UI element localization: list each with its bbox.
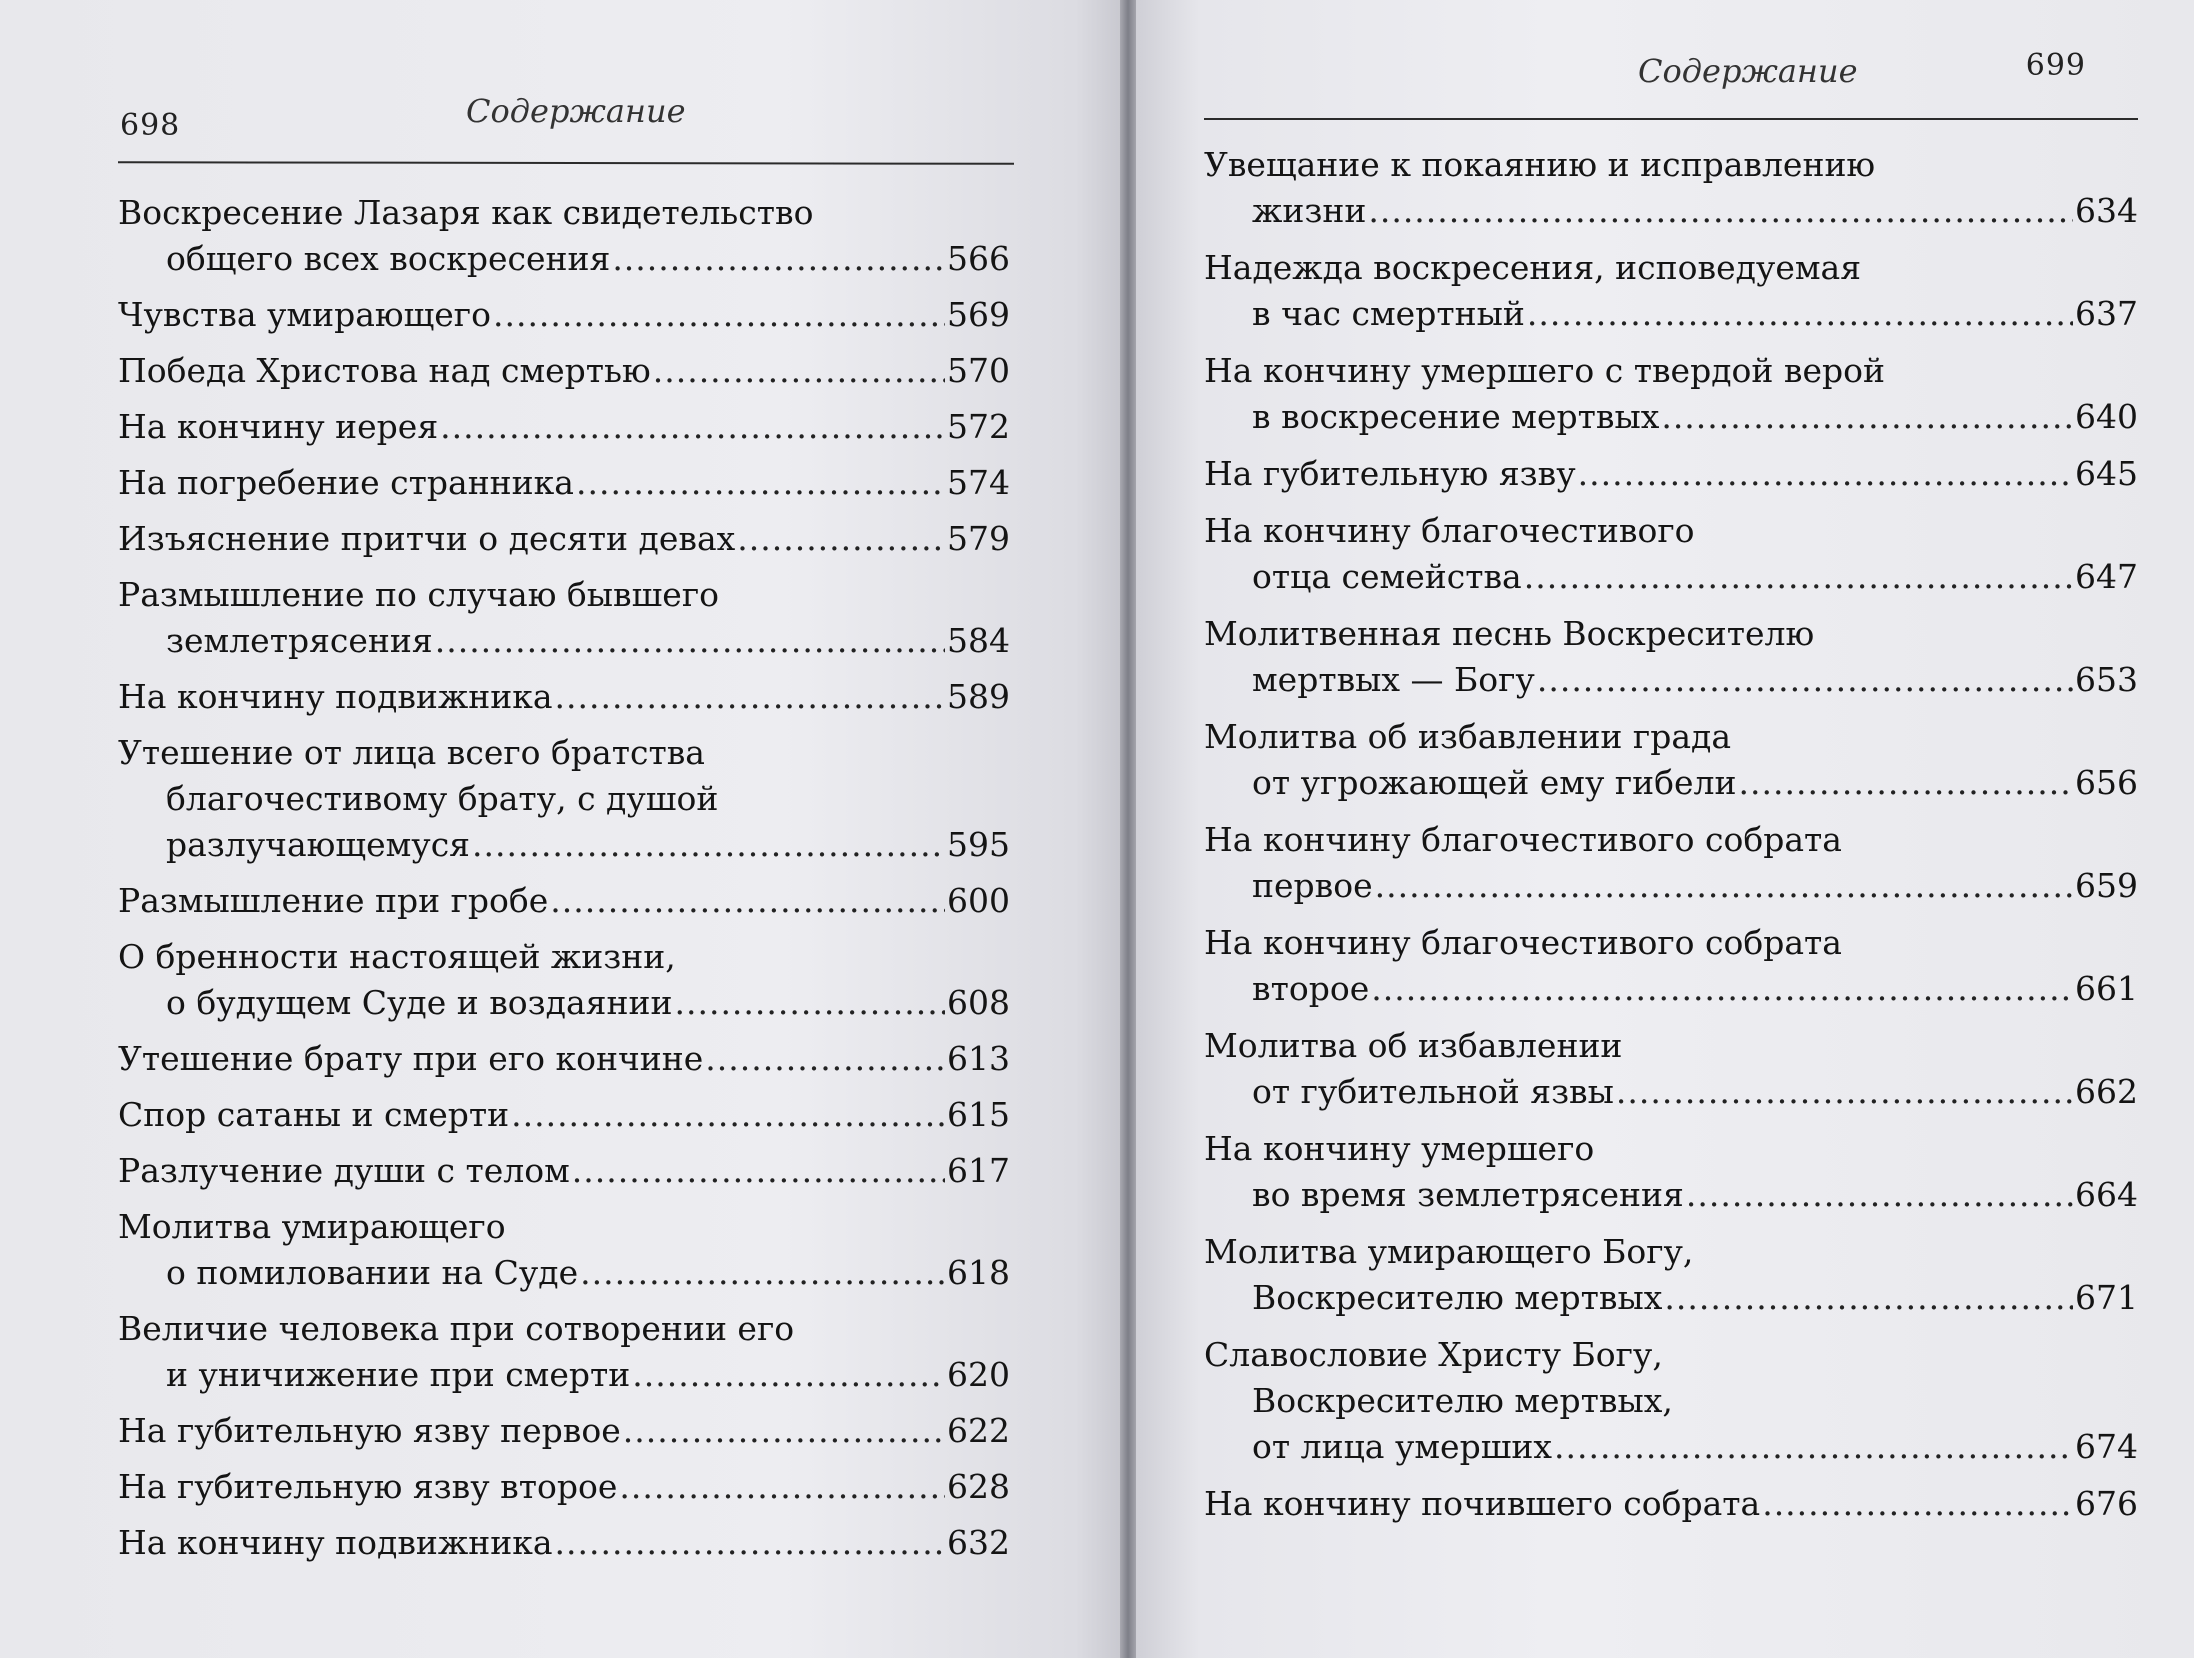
toc-entry-title-line: Воскресителю мертвых	[1252, 1278, 1663, 1317]
toc-entry-title-line: На губительную язву второе	[118, 1467, 618, 1506]
toc-entry-final-line	[118, 822, 1010, 868]
toc-entry-final-line	[118, 618, 1010, 664]
toc-entry-final-line	[118, 404, 1010, 450]
toc-entry	[1204, 817, 2138, 909]
dot-leader	[572, 1148, 945, 1194]
toc-entry	[118, 292, 1010, 338]
dot-leader	[674, 980, 945, 1026]
toc-page-number: 615	[947, 1095, 1010, 1134]
toc-entry-title-line: На кончину умершего	[1204, 1129, 1595, 1168]
toc-entry-title-line: На кончину умершего с твердой верой	[1204, 351, 1885, 390]
dot-leader	[440, 404, 945, 450]
toc-page-number: 676	[2075, 1484, 2138, 1523]
dot-leader	[1762, 1481, 2073, 1527]
toc-entry-title-line: отца семейства	[1252, 557, 1522, 596]
toc-entry-title-line: Молитва умирающего Богу,	[1204, 1232, 1694, 1271]
toc-entry-final-line	[1204, 1481, 2138, 1527]
dot-leader	[623, 1408, 945, 1454]
toc-page-number: 600	[947, 881, 1010, 920]
toc-entry-final-line	[1204, 554, 2138, 600]
dot-leader	[1578, 451, 2073, 497]
toc-entry	[1204, 1023, 2138, 1115]
toc-entry-final-line	[118, 348, 1010, 394]
toc-page-number: 584	[947, 621, 1010, 660]
toc-entry	[1204, 1332, 2138, 1470]
dot-leader	[1664, 1275, 2073, 1321]
toc-entry-final-line	[1204, 394, 2138, 440]
toc-list	[1204, 142, 2138, 1527]
toc-entry-title-line: О бренности настоящей жизни,	[118, 937, 676, 976]
toc-entry-final-line	[118, 292, 1010, 338]
toc-entry-title-line: второе	[1252, 969, 1370, 1008]
toc-page-number: 661	[2075, 969, 2138, 1008]
dot-leader	[1524, 554, 2073, 600]
dot-leader	[1554, 1424, 2073, 1470]
toc-entry-title-line: Изъяснение притчи о десяти девах	[118, 519, 736, 558]
toc-entry-final-line	[118, 1148, 1010, 1194]
toc-page-number: 659	[2075, 866, 2138, 905]
toc-entry-title-line: о будущем Суде и воздаянии	[166, 983, 673, 1022]
dot-leader	[705, 1036, 945, 1082]
dot-leader	[550, 878, 945, 924]
toc-entry-final-line	[118, 1408, 1010, 1454]
toc-page-number: 622	[947, 1411, 1010, 1450]
toc-page-number: 608	[947, 983, 1010, 1022]
toc-page-number: 579	[947, 519, 1010, 558]
dot-leader	[1739, 760, 2073, 806]
dot-leader	[1371, 966, 2073, 1012]
toc-entry-final-line	[1204, 760, 2138, 806]
toc-entry	[118, 730, 1010, 868]
toc-entry	[118, 1520, 1010, 1566]
toc-entry-title-line: первое	[1252, 866, 1373, 905]
toc-entry-final-line	[118, 1464, 1010, 1510]
toc-entry	[1204, 245, 2138, 337]
toc-entry-final-line	[1204, 966, 2138, 1012]
toc-entry	[118, 934, 1010, 1026]
toc-entry-title-line: Величие человека при сотворении его	[118, 1309, 795, 1348]
toc-entry-final-line	[1204, 1424, 2138, 1470]
toc-entry	[1204, 1481, 2138, 1527]
toc-entry-title-line: во время землетрясения	[1252, 1175, 1684, 1214]
toc-entry	[1204, 142, 2138, 234]
toc-entry-title-line: На кончину благочестивого собрата	[1204, 923, 1842, 962]
dot-leader	[493, 292, 945, 338]
toc-page-number: 620	[947, 1355, 1010, 1394]
toc-entry-final-line	[1204, 863, 2138, 909]
toc-entry-title-line: о помиловании на Суде	[166, 1253, 579, 1292]
toc-page-number: 671	[2075, 1278, 2138, 1317]
toc-entry-title-line: Чувства умирающего	[118, 295, 491, 334]
dot-leader	[435, 618, 945, 664]
toc-entry-final-line	[118, 1250, 1010, 1296]
page-header	[118, 92, 1010, 154]
toc-page-number: 566	[947, 239, 1010, 278]
toc-entry-title-line: Победа Христова над смертью	[118, 351, 651, 390]
dot-leader	[1368, 188, 2073, 234]
toc-page-number: 632	[947, 1523, 1010, 1562]
toc-page-number: 617	[947, 1151, 1010, 1190]
toc-entry-title-line: Утешение от лица всего братства	[118, 733, 705, 772]
toc-page-number: 570	[947, 351, 1010, 390]
toc-page-number: 653	[2075, 660, 2138, 699]
toc-page-number: 662	[2075, 1072, 2138, 1111]
toc-entry	[118, 1306, 1010, 1398]
toc-entry-title-line: от угрожающей ему гибели	[1252, 763, 1737, 802]
toc-entry-final-line	[118, 674, 1010, 720]
toc-entry	[118, 516, 1010, 562]
toc-page-number: 628	[947, 1467, 1010, 1506]
toc-entry-final-line	[118, 980, 1010, 1026]
toc-entry	[1204, 451, 2138, 497]
running-title: Содержание	[466, 92, 686, 130]
toc-entry-title-line: Разлучение души с телом	[118, 1151, 570, 1190]
toc-entry	[118, 572, 1010, 664]
dot-leader	[1616, 1069, 2073, 1115]
toc-entry-title-line: и уничижение при смерти	[166, 1355, 631, 1394]
toc-entry-final-line	[1204, 1275, 2138, 1321]
toc-page-number: 613	[947, 1039, 1010, 1078]
toc-entry-title-line: от губительной язвы	[1252, 1072, 1614, 1111]
toc-entry	[118, 878, 1010, 924]
dot-leader	[619, 1464, 945, 1510]
dot-leader	[632, 1352, 945, 1398]
toc-entry-title-line: разлучающемуся	[166, 825, 470, 864]
toc-entry-final-line	[118, 1520, 1010, 1566]
toc-entry	[1204, 508, 2138, 600]
toc-entry-title-line: Утешение брату при его кончине	[118, 1039, 704, 1078]
toc-entry	[1204, 1229, 2138, 1321]
toc-entry	[118, 1036, 1010, 1082]
book-gutter	[1120, 0, 1136, 1658]
header-rule	[118, 161, 1014, 165]
dot-leader	[472, 822, 945, 868]
toc-entry-title-line: землетрясения	[166, 621, 433, 660]
toc-entry-title-line: На кончину подвижника	[118, 1523, 553, 1562]
toc-entry-title-line: На кончину благочестивого	[1204, 511, 1695, 550]
toc-entry-title-line: Воскресителю мертвых,	[1252, 1381, 1673, 1420]
dot-leader	[737, 516, 945, 562]
toc-list	[118, 190, 1010, 1566]
header-rule	[1204, 118, 2138, 120]
toc-entry	[1204, 714, 2138, 806]
page-number: 698	[120, 108, 181, 143]
toc-entry-final-line	[1204, 291, 2138, 337]
toc-entry-title-line: На губительную язву первое	[118, 1411, 621, 1450]
toc-entry-title-line: в час смертный	[1252, 294, 1525, 333]
toc-entry	[1204, 611, 2138, 703]
toc-entry	[118, 1148, 1010, 1194]
toc-page-number: 656	[2075, 763, 2138, 802]
toc-entry-title-line: в воскресение мертвых	[1252, 397, 1660, 436]
toc-page-number: 640	[2075, 397, 2138, 436]
toc-page-number: 589	[947, 677, 1010, 716]
toc-entry	[118, 348, 1010, 394]
toc-entry-title-line: На кончину подвижника	[118, 677, 553, 716]
toc-entry-title-line: Надежда воскресения, исповедуемая	[1204, 248, 1862, 287]
dot-leader	[653, 348, 945, 394]
toc-entry-title-line: мертвых — Богу	[1252, 660, 1535, 699]
toc-page-number: 645	[2075, 454, 2138, 493]
toc-entry	[118, 404, 1010, 450]
toc-entry-title-line: Спор сатаны и смерти	[118, 1095, 510, 1134]
toc-entry-title-line: На кончину иерея	[118, 407, 439, 446]
toc-entry-title-line: На губительную язву	[1204, 454, 1576, 493]
toc-entry	[1204, 920, 2138, 1012]
toc-entry	[118, 190, 1010, 282]
toc-entry-title-line: общего всех воскресения	[166, 239, 611, 278]
dot-leader	[1375, 863, 2073, 909]
dot-leader	[511, 1092, 945, 1138]
toc-entry	[118, 1464, 1010, 1510]
toc-entry-final-line	[118, 1036, 1010, 1082]
toc-entry-final-line	[118, 460, 1010, 506]
dot-leader	[612, 236, 945, 282]
toc-entry-final-line	[118, 1352, 1010, 1398]
toc-entry-title-line: На погребение странника	[118, 463, 574, 502]
toc-entry-final-line	[1204, 451, 2138, 497]
toc-entry-title-line: Размышление при гробе	[118, 881, 549, 920]
dot-leader	[1537, 657, 2073, 703]
toc-entry-title-line: Увещание к покаянию и исправлению	[1204, 145, 1876, 184]
toc-entry-final-line	[1204, 1172, 2138, 1218]
toc-entry-title-line: Молитвенная песнь Воскресителю	[1204, 614, 1815, 653]
dot-leader	[555, 674, 945, 720]
toc-entry-title-line: Славословие Христу Богу,	[1204, 1335, 1663, 1374]
toc-page-number: 664	[2075, 1175, 2138, 1214]
toc-entry-title-line: На кончину почившего собрата	[1204, 1484, 1761, 1523]
toc-entry-final-line	[118, 516, 1010, 562]
dot-leader	[1527, 291, 2073, 337]
toc-entry-final-line	[118, 236, 1010, 282]
toc-entry	[118, 1408, 1010, 1454]
toc-entry	[1204, 348, 2138, 440]
toc-page-number: 647	[2075, 557, 2138, 596]
toc-entry-title-line: Молитва об избавлении	[1204, 1026, 1623, 1065]
dot-leader	[580, 1250, 945, 1296]
toc-entry-final-line	[118, 878, 1010, 924]
toc-page-number: 674	[2075, 1427, 2138, 1466]
dot-leader	[576, 460, 945, 506]
page-header	[1204, 40, 2138, 102]
toc-entry	[118, 1092, 1010, 1138]
toc-entry-final-line	[1204, 188, 2138, 234]
toc-entry-title-line: от лица умерших	[1252, 1427, 1552, 1466]
toc-page-number: 637	[2075, 294, 2138, 333]
toc-entry	[118, 460, 1010, 506]
toc-entry	[1204, 1126, 2138, 1218]
toc-entry-title-line: Воскресение Лазаря как свидетельство	[118, 193, 814, 232]
toc-page-number: 574	[947, 463, 1010, 502]
toc-page-number: 595	[947, 825, 1010, 864]
toc-entry-final-line	[118, 1092, 1010, 1138]
toc-page-number: 618	[947, 1253, 1010, 1292]
toc-entry-title-line: жизни	[1252, 191, 1367, 230]
toc-entry-final-line	[1204, 657, 2138, 703]
toc-entry	[118, 1204, 1010, 1296]
toc-entry-title-line: Размышление по случаю бывшего	[118, 575, 719, 614]
dot-leader	[1686, 1172, 2073, 1218]
toc-page-number: 569	[947, 295, 1010, 334]
running-title: Содержание	[1638, 52, 1858, 90]
dot-leader	[555, 1520, 945, 1566]
toc-page-number: 634	[2075, 191, 2138, 230]
toc-entry-title-line: Молитва умирающего	[118, 1207, 506, 1246]
toc-entry-title-line: На кончину благочестивого собрата	[1204, 820, 1842, 859]
right-page	[1136, 0, 2194, 1658]
dot-leader	[1661, 394, 2073, 440]
toc-entry	[118, 674, 1010, 720]
toc-page-number: 572	[947, 407, 1010, 446]
page-number: 699	[2025, 48, 2086, 83]
toc-entry-final-line	[1204, 1069, 2138, 1115]
toc-entry-title-line: благочестивому брату, с душой	[166, 779, 719, 818]
toc-entry-title-line: Молитва об избавлении града	[1204, 717, 1732, 756]
